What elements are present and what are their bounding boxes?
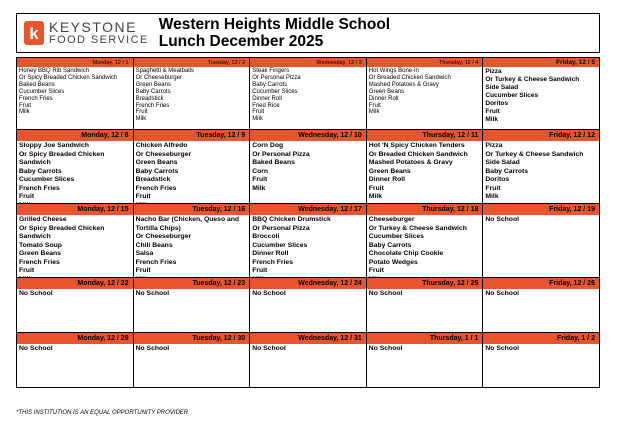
week-row <box>17 58 600 130</box>
day-cell <box>17 130 134 204</box>
day-date-header: Tuesday, 12 / 16 <box>134 204 250 215</box>
day-date-header: Friday, 1 / 2 <box>483 333 599 344</box>
week-row <box>17 278 600 333</box>
menu-item: Doritos <box>485 176 510 183</box>
menu-item: Or Cheeseburger <box>135 233 192 240</box>
menu-item: Milk <box>19 109 30 116</box>
day-cell <box>17 204 134 278</box>
menu-item: Or Cheeseburger <box>135 150 192 158</box>
day-date-header: Thursday, 12 / 25 <box>367 278 483 289</box>
day-date-header: Friday, 12 / 19 <box>483 204 599 215</box>
school-name: Western Heights Middle School <box>158 16 391 33</box>
day-date-header: Tuesday, 12 / 2 <box>134 58 250 67</box>
menu-item: Green Beans <box>368 167 411 175</box>
menu-item: No School <box>252 345 286 352</box>
menu-item: Baby Carrots <box>19 167 62 175</box>
day-menu <box>250 289 366 332</box>
day-cell <box>250 58 367 130</box>
menu-item: Fruit <box>368 184 384 192</box>
menu-item: Cucumber Slices <box>252 88 298 95</box>
menu-item: Cucumber Slices <box>19 88 65 95</box>
menu-item: Hot 'N Spicy Chicken Tenders <box>368 142 465 149</box>
day-menu <box>367 67 483 129</box>
menu-item: No School <box>252 290 286 297</box>
menu-item: Fruit <box>252 267 268 274</box>
keystone-logo <box>24 20 149 46</box>
day-menu <box>483 289 599 332</box>
day-date-header: Wednesday, 12 / 10 <box>250 130 366 141</box>
day-menu <box>483 344 599 387</box>
menu-item: Baked Beans <box>252 159 295 166</box>
menu-item: Or Cheeseburger <box>135 74 182 81</box>
menu-item: Milk <box>252 184 266 192</box>
brand-name: KEYSTONE <box>49 19 137 35</box>
brand-subtitle: FOOD SERVICE <box>49 34 149 46</box>
menu-item: Spaghetti & Meatballs <box>135 68 194 74</box>
menu-item: Chili Beans <box>135 241 173 249</box>
day-date-header: Monday, 12 / 29 <box>17 333 133 344</box>
menu-item: Milk <box>485 116 499 123</box>
day-date-header: Tuesday, 12 / 23 <box>134 278 250 289</box>
day-cell <box>17 58 134 130</box>
menu-item: French Fries <box>135 184 177 192</box>
day-menu <box>250 67 366 129</box>
menu-item: Green Beans <box>19 250 61 257</box>
day-date-header: Monday, 12 / 8 <box>17 130 133 141</box>
menu-item: Milk <box>135 116 147 123</box>
menu-item: Chocolate Chip Cookie <box>368 250 444 257</box>
menu-item: No School <box>485 345 519 352</box>
menu-item: Salsa <box>135 250 154 257</box>
week-row <box>17 130 600 204</box>
menu-item: Fruit <box>368 102 381 109</box>
day-date-header: Thursday, 12 / 4 <box>367 58 483 67</box>
day-date-header: Wednesday, 12 / 24 <box>250 278 366 289</box>
menu-item: Side Salad <box>485 84 519 91</box>
day-menu <box>17 141 133 210</box>
day-date-header: Friday, 12 / 26 <box>483 278 599 289</box>
menu-item: Chicken Alfredo <box>135 142 188 149</box>
day-menu <box>367 215 483 284</box>
day-menu <box>483 215 599 277</box>
day-cell <box>367 130 484 204</box>
menu-item: Milk <box>485 193 499 200</box>
menu-item: Fruit <box>19 267 35 274</box>
menu-item: Pizza <box>485 68 502 75</box>
menu-item: Grilled Cheese <box>19 216 67 223</box>
menu-item: No School <box>368 290 403 297</box>
menu-title: Lunch December 2025 <box>158 32 324 50</box>
menu-item: No School <box>485 290 519 297</box>
menu-item: Cheeseburger <box>368 216 415 223</box>
day-menu <box>17 67 133 129</box>
menu-item: Milk <box>368 109 380 116</box>
day-date-header: Tuesday, 12 / 9 <box>134 130 250 141</box>
day-menu <box>17 344 133 387</box>
menu-item: French Fries <box>19 184 60 192</box>
day-menu <box>134 289 250 332</box>
day-cell <box>367 278 484 333</box>
logo-letter: k <box>29 23 39 43</box>
menu-item: Steak Fingers <box>252 68 290 74</box>
menu-item: French Fries <box>19 258 60 266</box>
menu-item: No School <box>19 290 53 297</box>
day-cell <box>250 130 367 204</box>
menu-item: Pizza <box>485 142 503 149</box>
day-menu <box>134 141 250 210</box>
day-date-header: Monday, 12 / 22 <box>17 278 133 289</box>
menu-item: Dinner Roll <box>252 250 289 257</box>
day-menu <box>17 289 133 332</box>
menu-item: Hot Wings Bone-in <box>368 68 419 74</box>
day-cell <box>134 58 251 130</box>
menu-item: Mashed Potatoes & Gravy <box>368 81 439 88</box>
menu-item: Or Turkey & Cheese Sandwich <box>368 224 467 232</box>
day-menu <box>483 141 599 203</box>
day-cell <box>367 204 484 278</box>
menu-item: French Fries <box>252 258 293 266</box>
day-date-header: Wednesday, 12 / 17 <box>250 204 366 215</box>
menu-item: Or Spicy Breaded Chicken <box>19 150 105 158</box>
menu-item: No School <box>485 216 519 223</box>
menu-item: Or Spicy Breaded Chicken <box>19 224 105 232</box>
day-menu <box>134 344 250 387</box>
menu-item: Baby Carrots <box>485 167 529 175</box>
day-cell <box>250 333 367 388</box>
menu-item: Honey BBQ Rib Sandwich <box>19 68 90 74</box>
menu-item: Cucumber Slices <box>19 176 75 183</box>
day-menu <box>483 67 599 129</box>
day-menu <box>134 215 250 284</box>
menu-item: Or Turkey & Cheese Sandwich <box>485 150 584 158</box>
menu-item: No School <box>368 345 403 352</box>
day-date-header: Thursday, 12 / 18 <box>367 204 483 215</box>
day-cell <box>134 204 251 278</box>
menu-item: Corn <box>252 167 269 175</box>
day-cell <box>483 58 600 130</box>
day-date-header: Friday, 12 / 12 <box>483 130 599 141</box>
menu-item: Sloppy Joe Sandwich <box>19 142 89 149</box>
menu-item: Or Personal Pizza <box>252 74 301 81</box>
day-date-header: Tuesday, 12 / 30 <box>134 333 250 344</box>
menu-item: Mashed Potatoes & Gravy <box>368 159 453 166</box>
day-cell <box>134 130 251 204</box>
menu-item: Fruit <box>135 109 148 116</box>
menu-item: Or Spicy Breaded Chicken Sandwich <box>19 74 118 81</box>
menu-item: Breadstick <box>135 176 171 183</box>
day-cell <box>134 333 251 388</box>
menu-item: Dinner Roll <box>368 95 399 102</box>
menu-item: Side Salad <box>485 159 520 166</box>
day-menu <box>367 289 483 332</box>
menu-item: Fruit <box>135 193 151 200</box>
day-cell <box>134 278 251 333</box>
menu-item: Doritos <box>485 100 509 107</box>
day-date-header: Thursday, 12 / 11 <box>367 130 483 141</box>
menu-item: Or Turkey & Cheese Sandwich <box>485 76 580 83</box>
menu-item: Milk <box>368 193 382 200</box>
menu-item: French Fries <box>135 258 177 266</box>
menu-item: Or Breaded Chicken Sandwich <box>368 74 451 81</box>
day-menu <box>367 141 483 203</box>
menu-item: BBQ Chicken Drumstick <box>252 216 331 223</box>
menu-item: Fruit <box>485 108 500 115</box>
day-date-header: Wednesday, 12 / 3 <box>250 58 366 67</box>
menu-item: French Fries <box>135 102 170 109</box>
menu-item: Baby Carrots <box>368 241 412 249</box>
menu-item: Corn Dog <box>252 142 284 149</box>
menu-item: Fruit <box>135 267 151 274</box>
menu-item: Or Personal Pizza <box>252 224 310 232</box>
menu-item: Milk <box>252 116 263 123</box>
menu-item: French Fries <box>19 95 53 102</box>
day-cell <box>367 58 484 130</box>
day-menu <box>17 215 133 284</box>
menu-item: Fruit <box>368 267 384 274</box>
menu-header <box>16 13 600 53</box>
day-cell <box>367 333 484 388</box>
day-cell <box>483 130 600 204</box>
menu-item: Baked Beans <box>19 81 55 88</box>
menu-item: No School <box>135 290 170 297</box>
menu-item: Green Beans <box>135 81 171 88</box>
menu-item: Potato Wedges <box>368 258 418 266</box>
keystone-k-icon <box>24 21 44 45</box>
day-cell <box>483 204 600 278</box>
day-menu <box>250 344 366 387</box>
menu-item: Cucumber Slices <box>252 241 308 249</box>
day-date-header: Thursday, 1 / 1 <box>367 333 483 344</box>
menu-item: Tortilla Chips) <box>135 224 181 232</box>
menu-item: Broccoli <box>252 233 280 240</box>
day-cell <box>250 278 367 333</box>
menu-item: Green Beans <box>135 159 178 166</box>
menu-item: No School <box>135 345 170 352</box>
day-date-header: Monday, 12 / 1 <box>17 58 133 67</box>
day-cell <box>483 333 600 388</box>
day-date-header: Friday, 12 / 5 <box>483 58 599 67</box>
menu-item: Or Breaded Chicken Sandwich <box>368 150 468 158</box>
day-cell <box>483 278 600 333</box>
day-cell <box>250 204 367 278</box>
day-menu <box>134 67 250 129</box>
day-menu <box>250 215 366 284</box>
menu-item: Fruit <box>19 193 35 200</box>
menu-item: Dinner Roll <box>252 95 282 102</box>
menu-item: Cucumber Slices <box>485 92 539 99</box>
menu-item: Sandwich <box>19 233 51 240</box>
week-row <box>17 204 600 278</box>
menu-item: Fruit <box>252 109 265 116</box>
menu-item: Cucumber Slices <box>368 233 424 240</box>
menu-item: Fruit <box>252 176 268 183</box>
menu-item: Fruit <box>19 102 31 109</box>
day-menu <box>367 344 483 387</box>
menu-item: Baby Carrots <box>135 88 171 95</box>
lunch-calendar-grid <box>16 57 600 388</box>
menu-item: Baby Carrots <box>135 167 179 175</box>
day-cell <box>17 333 134 388</box>
equal-opportunity-notice: *THIS INSTITUTION IS AN EQUAL OPPORTUNITY PROVIDER <box>16 410 189 416</box>
week-row <box>17 333 600 388</box>
menu-item: Nacho Bar (Chicken, Queso and <box>135 216 240 223</box>
menu-item: Green Beans <box>368 88 405 95</box>
menu-item: Baby Carrots <box>252 81 288 88</box>
menu-item: Fried Rice <box>252 102 280 109</box>
menu-item: Tomato Soup <box>19 241 62 249</box>
day-date-header: Monday, 12 / 15 <box>17 204 133 215</box>
menu-item: No School <box>19 345 53 352</box>
day-cell <box>17 278 134 333</box>
menu-item: Breadstick <box>135 95 164 102</box>
day-date-header: Wednesday, 12 / 31 <box>250 333 366 344</box>
menu-item: Dinner Roll <box>368 176 406 183</box>
menu-item: Sandwich <box>19 159 51 166</box>
menu-item: Or Personal Pizza <box>252 150 310 158</box>
menu-item: Fruit <box>485 184 501 192</box>
day-menu <box>250 141 366 203</box>
